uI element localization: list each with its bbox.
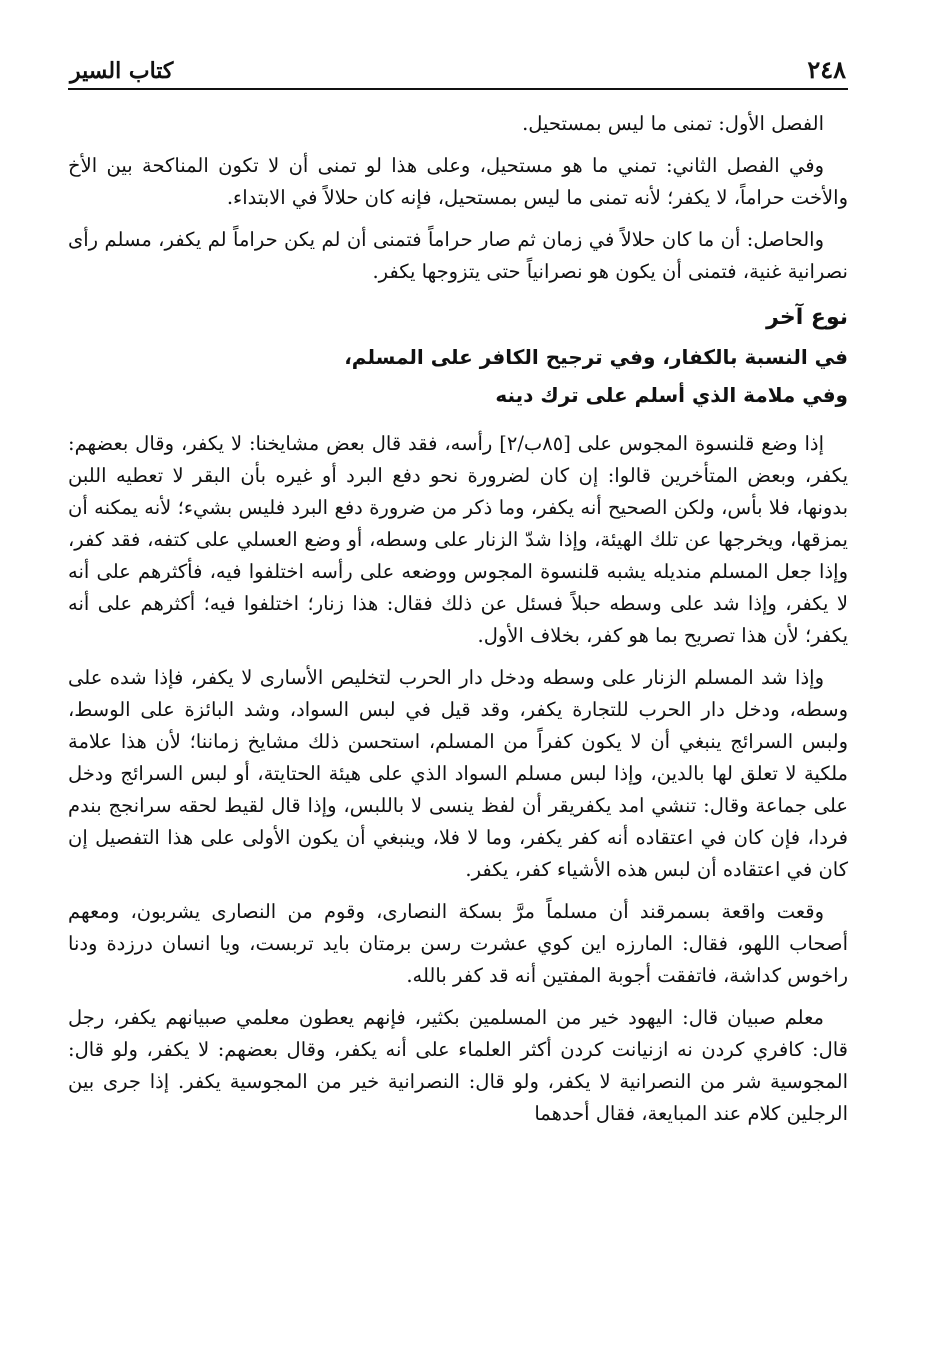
paragraph: وقعت واقعة بسمرقند أن مسلماً مرَّ بسكة النصارى، وقوم من النصارى يشربون، ومعهم أصحاب اللهو، فقال: المارزه اين كوي عشرت رسن برمتان بايد تربست، ويا انسان درزدة ودنا راخوس كداشة، فاتفقت أجوبة المفتين أنه قد كفر بالله. <box>68 900 848 987</box>
paragraph: وإذا شد المسلم الزنار على وسطه ودخل دار الحرب لتخليص الأسارى لا يكفر، فإذا شده على وسطه، ودخل دار الحرب للتجارة يكفر، وقد قيل في لبس السواد، وشد البائزة على الوسط، ولبس السرائج ينبغي أن لا يكون كفراً من المسلم، استحسن ذلك مشايخ زماننا؛ لأن هذا علامة ملكية لا تعلق لها بالدين، وإذا لبس مسلم السواد الذي على هيئة الحتايتة، أو لبس السرائج ودخل على جماعة وقال: تنشي امد يكفريقر أن لفظ ينسى لا باللبس، وإذا قال لقيط لحقه سرانجج بندم فردا، فإن كان في اعتقاده أنه كفر يكفر، وما لا فلا، وينبغي أن يكون الأولى على هذا التفصيل إن كان في اعتقاده أن لبس هذه الأشياء كفر، يكفر. <box>68 666 849 881</box>
paragraph: الفصل الأول: تمنى ما ليس بمستحيل. <box>522 112 824 135</box>
paragraph: والحاصل: أن ما كان حلالاً في زمان ثم صار حراماً فتمنى أن لم يكن حراماً لم يكفر، مسلم رأى نصرانية غنية، فتمنى أن يكون هو نصرانياً حتى يتزوجها يكفر. <box>68 228 848 283</box>
paragraph: معلم صبيان قال: اليهود خير من المسلمين بكثير، فإنهم يعطون معلمي صبيانهم يكفر، رجل قال: كافري كردن نه ازنيانت كردن أكثر العلماء على أنه يكفر، وقال بعضهم: لا يكفر، ولو قال: المجوسية شر من النصرانية لا يكفر، ولو قال: النصرانية خير من المجوسية يكفر. إذا جرى بين الرجلين كلام عند المبايعة، فقال أحدهما <box>68 1006 848 1125</box>
section-subtitle-line-1: في النسبة بالكفار، وفي ترجيح الكافر على المسلم، <box>344 345 848 369</box>
paragraph: وفي الفصل الثاني: تمني ما هو مستحيل، وعلى هذا لو تمنى أن لا تكون المناكحة بين الأخ والأخت حراماً، لا يكفر؛ لأنه تمنى ما ليس بمستحيل، فإنه كان حلالاً في الابتداء. <box>68 154 848 209</box>
body-text <box>68 108 848 1130</box>
running-header <box>68 48 848 90</box>
section-heading <box>68 298 848 414</box>
section-title: نوع آخر <box>766 305 848 330</box>
section-subtitle-line-2: وفي ملامة الذي أسلم على ترك دينه <box>495 383 848 407</box>
document-page <box>68 48 848 1348</box>
page-number: ٢٤٨ <box>807 55 846 84</box>
paragraph: إذا وضع قلنسوة المجوس على [٨٥ب/٢] رأسه، فقد قال بعض مشايخنا: لا يكفر، وقال بعضهم: يكفر، وبعض المتأخرين قالوا: إن كان لضرورة نحو دفع البرد أو غيره بأن البقر لا تعطيه اللبن بدونها، فلا بأس، ولكن الصحيح أنه يكفر، وما ذكر من ضرورة دفع البرد فليس بشيء؛ لأنه يمكنه أن يمزقها، ويخرجها عن تلك الهيئة، وإذا شدّ الزنار على وسطه، أو وضع العسلي على كتفه، فقد كفر، وإذا جعل المسلم منديله يشبه قلنسوة المجوس ووضعه على رأسه اختلفوا فيه، فأكثرهم على أنه لا يكفر، وإذا شد على وسطه حبلاً فسئل عن ذلك فقال: هذا زنار؛ اختلفوا فيه؛ أكثرهم على أنه يكفر؛ لأن هذا تصريح بما هو كفر، بخلاف الأول. <box>68 432 848 647</box>
book-title: كتاب السير <box>70 58 174 84</box>
